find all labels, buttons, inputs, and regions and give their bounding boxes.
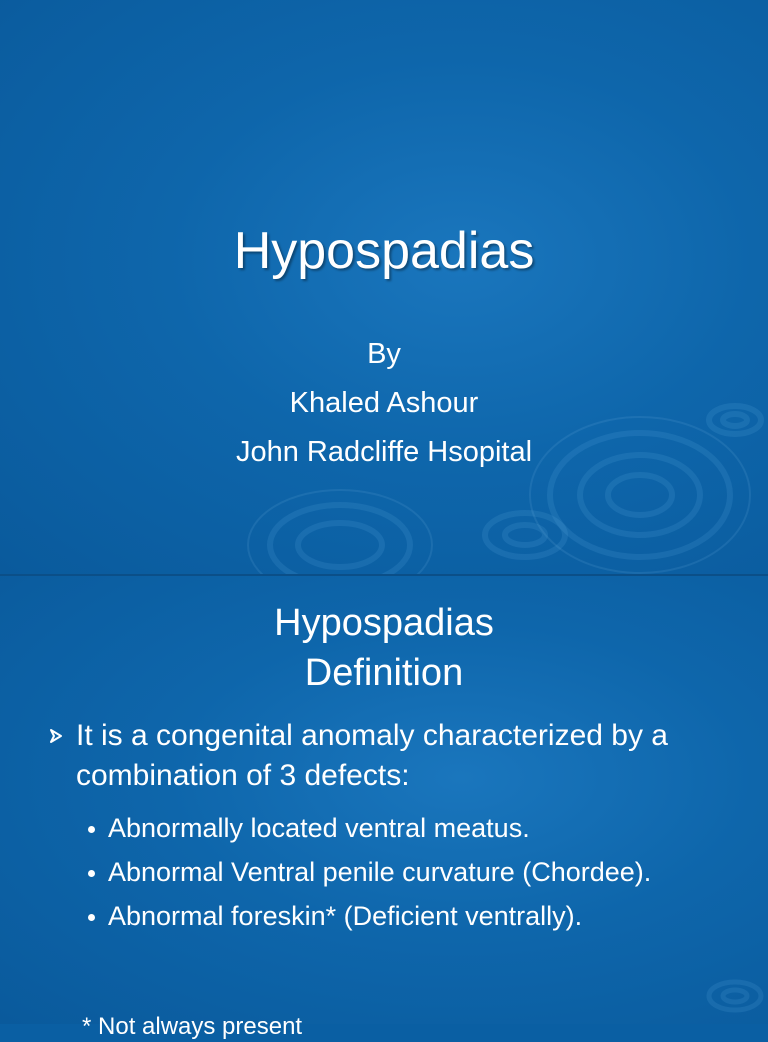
sub-bullet-item bbox=[48, 806, 738, 850]
dot-bullet-icon bbox=[88, 870, 95, 877]
footnote: * Not always present bbox=[82, 1013, 303, 1040]
arrow-bullet-icon bbox=[48, 728, 64, 744]
subtitle-author: Khaled Ashour bbox=[289, 387, 479, 419]
dot-bullet-icon bbox=[88, 826, 95, 833]
sub-bullet-item bbox=[48, 850, 738, 894]
sub-bullet-text: Abnormal foreskin* (Deficient ventrally). bbox=[108, 901, 583, 931]
sub-bullet-list bbox=[48, 806, 738, 938]
bullet-text: It is a congenital anomaly characterized by a combination of 3 defects: bbox=[76, 719, 668, 792]
bullet-list bbox=[48, 716, 738, 938]
subtitle-by: By bbox=[367, 338, 401, 370]
definition-title-line2: Definition bbox=[304, 652, 464, 694]
sub-bullet-text: Abnormally located ventral meatus. bbox=[108, 813, 530, 843]
subtitle-institution: John Radcliffe Hsopital bbox=[235, 436, 533, 468]
slide-definition bbox=[0, 576, 768, 1040]
definition-title bbox=[0, 598, 768, 698]
bullet-item bbox=[48, 716, 738, 796]
definition-title-line1: Hypospadias bbox=[274, 602, 494, 644]
sub-bullet-item bbox=[48, 894, 738, 938]
sub-bullet-text: Abnormal Ventral penile curvature (Chordee). bbox=[108, 857, 652, 887]
dot-bullet-icon bbox=[88, 914, 95, 921]
slide-title-heading: Hypospadias bbox=[233, 222, 535, 280]
slide-subtitle bbox=[0, 330, 768, 477]
